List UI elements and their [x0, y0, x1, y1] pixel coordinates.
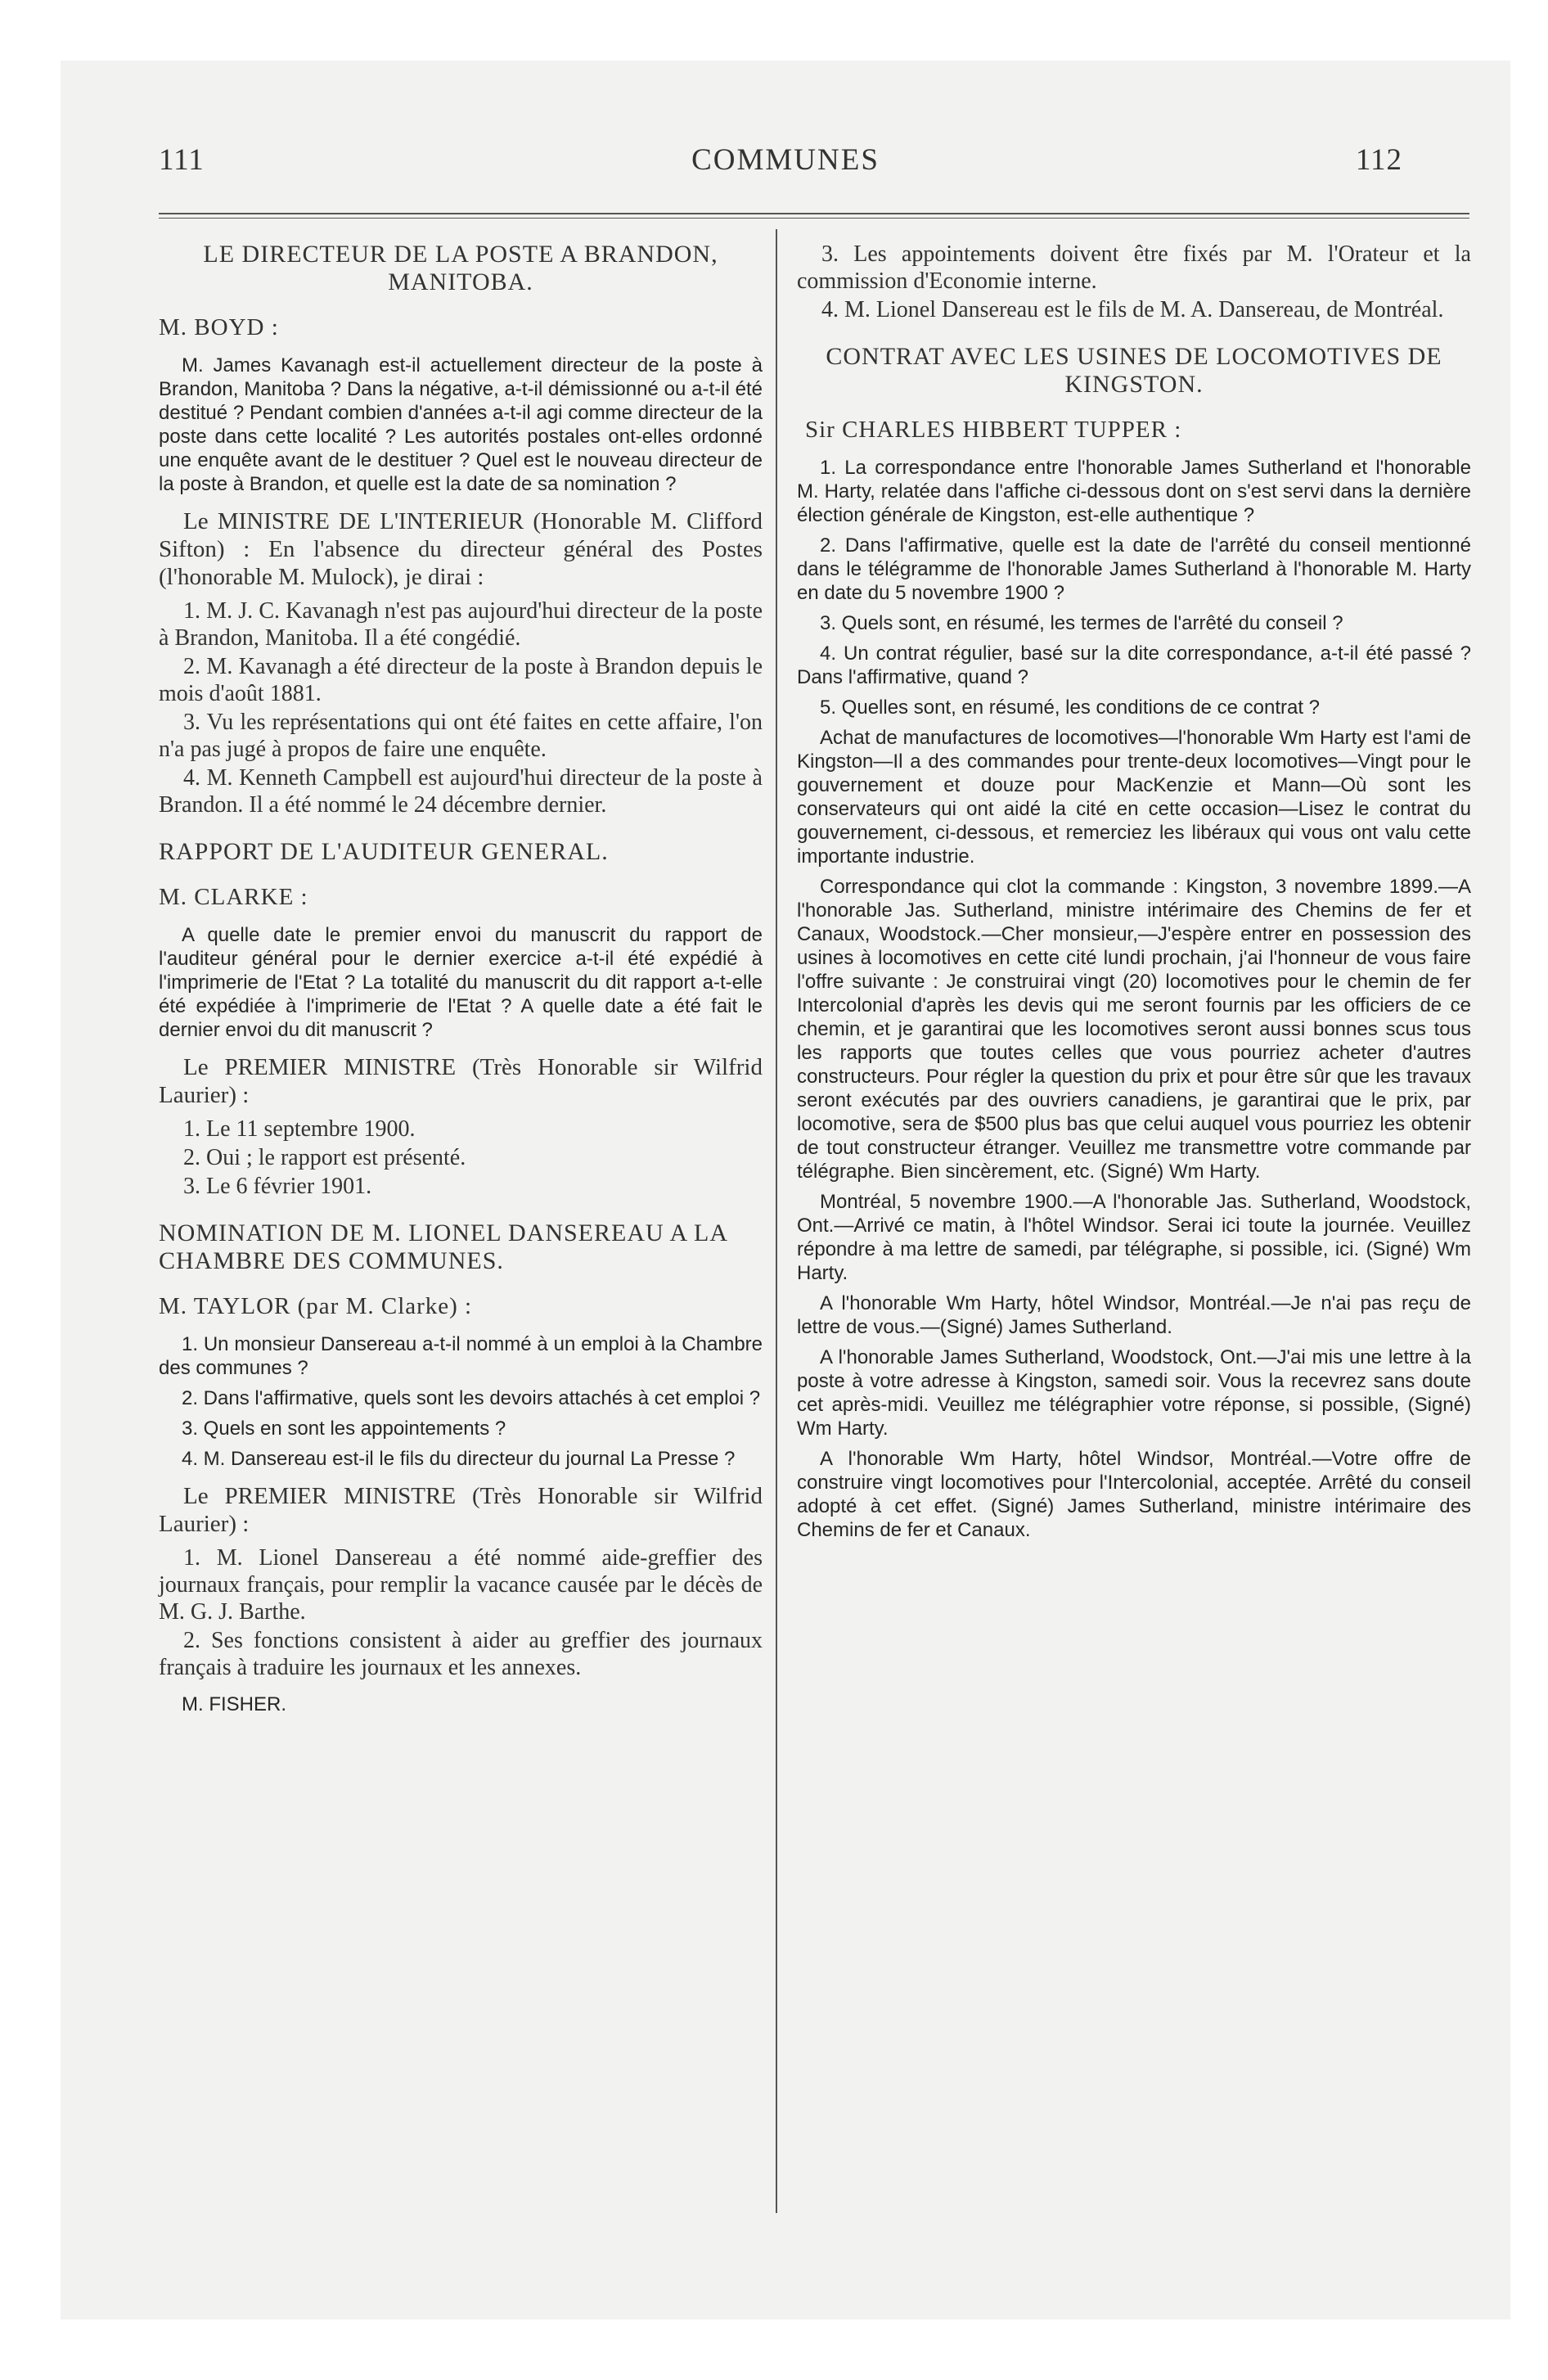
answer-item: 1. M. Lionel Dansereau a été nommé aide-greffier des journaux français, pour remplir la vacance causée par le décès de M. G. J. Barthe. [159, 1545, 763, 1625]
question-item: 3. Quels en sont les appointements ? [182, 1418, 506, 1440]
paragraph: 3. Quels sont, en résumé, les termes de l'arrêté du conseil ? [820, 612, 1343, 634]
paragraph: A l'honorable James Sutherland, Woodstock, Ont.—J'ai mis une lettre à la poste à votre adresse à Kingston, samedi soir. Vous la recevrez sans doute cet après-midi. Veuillez me télégraphier votre réponse, si possible, (Signé) Wm Harty. [797, 1346, 1471, 1440]
question-item: 2. Dans l'affirmative, quels sont les devoirs attachés à cet emploi ? [182, 1387, 761, 1409]
next-speaker: M. FISHER. [182, 1693, 287, 1715]
running-title: COMMUNES [691, 143, 880, 177]
page [61, 61, 1510, 2319]
speaker: M. TAYLOR (par M. Clarke) : [159, 1293, 473, 1319]
answer-item: 2. M. Kavanagh a été directeur de la poste à Brandon depuis le mois d'août 1881. [159, 654, 763, 706]
speaker: M. BOYD : [159, 314, 279, 340]
question-text: M. James Kavanagh est-il actuellement directeur de la poste à Brandon, Manitoba ? Dans la négative, a-t-il démissionné ou a-t-il été destitué ? Pendant combien d'années a-t-il agi comme directeur de la poste dans cette localité ? Les autorités postales ont-elles ordonné une enquête avant de le destituer ? Quel est le nouveau directeur de la poste à Brandon, et quelle est la date de sa nomination ? [159, 354, 763, 495]
paragraph: A l'honorable Wm Harty, hôtel Windsor, Montréal.—Votre offre de construire vingt locomotives pour l'Intercolonial, acceptée. Arrêté du conseil adopté à cet effet. (Signé) James Sutherland, ministre intérimaire des Chemins de fer et Canaux. [797, 1448, 1471, 1541]
question-text: A quelle date le premier envoi du manuscrit du rapport de l'auditeur général pour le dernier exercice a-t-il été expédié à l'imprimerie de l'Etat ? La totalité du manuscrit du dit rapport a-t-elle été expédiée à l'imprimerie de l'Etat ? A quelle date a été fait le dernier envoi du dit manuscrit ? [159, 924, 763, 1041]
header-rule-thin [159, 218, 1469, 219]
paragraph: Achat de manufactures de locomotives—l'honorable Wm Harty est l'ami de Kingston—Il a des commandes pour trente-deux locomotives—Vingt pour le gouvernement et douze pour MacKenzie et Mann—Où sont les conservateurs qui ont aidé la cité en cette occasion—Lisez le contrat du gouvernement, ci-dessous, et remerciez les libéraux qui vous ont valu cette importante industrie. [797, 727, 1471, 868]
answer-item: 1. Le 11 septembre 1900. [183, 1116, 416, 1142]
paragraph: Montréal, 5 novembre 1900.—A l'honorable Jas. Sutherland, Woodstock, Ont.—Arrivé ce matin, à l'hôtel Windsor. Serai ici toute la journée. Veuillez répondre à ma lettre de samedi, par télégraphe, si possible, ici. (Signé) Wm Harty. [797, 1191, 1471, 1284]
paragraph: 1. La correspondance entre l'honorable James Sutherland et l'honorable M. Harty, relatée dans l'affiche ci-dessous dont on s'est servi dans la dernière élection générale de Kingston, est-elle authentique ? [797, 457, 1471, 526]
reply-intro: Le PREMIER MINISTRE (Très Honorable sir Wilfrid Laurier) : [159, 1483, 763, 1537]
section-heading: RAPPORT DE L'AUDITEUR GENERAL. [159, 838, 609, 865]
answer-item: 3. Les appointements doivent être fixés par M. l'Orateur et la commission d'Economie interne. [797, 241, 1471, 294]
paragraph: 2. Dans l'affirmative, quelle est la date de l'arrêté du conseil mentionné dans le télégramme de l'honorable James Sutherland à l'honorable M. Harty en date du 5 novembre 1900 ? [797, 534, 1471, 604]
section-heading: NOMINATION DE M. LIONEL DANSEREAU A LA CHAMBRE DES COMMUNES. [159, 1219, 727, 1274]
paragraph: 5. Quelles sont, en résumé, les conditions de ce contrat ? [820, 696, 1321, 719]
answer-item: 1. M. J. C. Kavanagh n'est pas aujourd'hui directeur de la poste à Brandon, Manitoba. Il a été congédié. [159, 598, 763, 651]
answer-item: 2. Oui ; le rapport est présenté. [183, 1145, 466, 1170]
reply-intro: Le PREMIER MINISTRE (Très Honorable sir Wilfrid Laurier) : [159, 1054, 763, 1108]
paragraph: A l'honorable Wm Harty, hôtel Windsor, Montréal.—Je n'ai pas reçu de lettre de vous.—(Signé) James Sutherland. [797, 1292, 1471, 1338]
answer-item: 3. Vu les représentations qui ont été faites en cette affaire, l'on n'a pas jugé à propos de faire une enquête. [159, 710, 763, 762]
question-item: 4. M. Dansereau est-il le fils du directeur du journal La Presse ? [182, 1448, 736, 1470]
page-number-left: 111 [159, 143, 205, 177]
paragraph: Correspondance qui clot la commande : Kingston, 3 novembre 1899.—A l'honorable Jas. Sutherland, ministre intérimaire des Chemins de fer et Canaux, Woodstock.—Cher monsieur,—J'espère entrer en possession des usines à locomotives en cette cité lundi prochain, j'ai l'honneur de vous faire l'offre suivante : Je construirai vingt (20) locomotives pour le chemin de fer Intercolonial d'après les devis qui me seront fournis par les officiers de ce chemin, et je garantirai que les locomotives seront aussi bonnes scus tous les rapports que toutes celles que vous pourriez acheter d'autres constructeurs. Pour régler la question du prix et pour être sûr que les travaux seront exécutés par des ouvriers canadiens, je garantirai que le prix, par locomotive, sera de $500 plus bas que celui auquel vous pourriez les obtenir de tout constructeur étranger. Veuillez me transmettre votre commande par télégraphe. Bien sincèrement, etc. (Signé) Wm Harty. [797, 876, 1471, 1183]
answer-item: 3. Le 6 février 1901. [183, 1174, 372, 1199]
answer-item: 2. Ses fonctions consistent à aider au greffier des journaux français à traduire les journaux et les annexes. [159, 1628, 763, 1680]
speaker: M. CLARKE : [159, 884, 308, 910]
column-divider [776, 229, 777, 2213]
paragraph: 4. Un contrat régulier, basé sur la dite correspondance, a-t-il été passé ? Dans l'affirmative, quand ? [797, 642, 1471, 688]
question-item: 1. Un monsieur Dansereau a-t-il nommé à un emploi à la Chambre des communes ? [159, 1333, 763, 1379]
header-rule [159, 213, 1469, 214]
page-number-right: 112 [1355, 143, 1402, 177]
answer-item: 4. M. Kenneth Campbell est aujourd'hui directeur de la poste à Brandon. Il a été nommé le 24 décembre dernier. [159, 765, 763, 818]
section-heading: LE DIRECTEUR DE LA POSTE A BRANDON, MANITOBA. [203, 241, 718, 295]
section-heading: CONTRAT AVEC LES USINES DE LOCOMOTIVES DE KINGSTON. [826, 343, 1442, 398]
reply-intro: Le MINISTRE DE L'INTERIEUR (Honorable M. Clifford Sifton) : En l'absence du directeur général des Postes (l'honorable M. Mulock), je dirai : [159, 508, 763, 590]
answer-item: 4. M. Lionel Dansereau est le fils de M. A. Dansereau, de Montréal. [821, 297, 1444, 322]
right-column [797, 241, 1471, 1548]
speaker: Sir CHARLES HIBBERT TUPPER : [805, 417, 1182, 443]
left-column [159, 241, 763, 1723]
